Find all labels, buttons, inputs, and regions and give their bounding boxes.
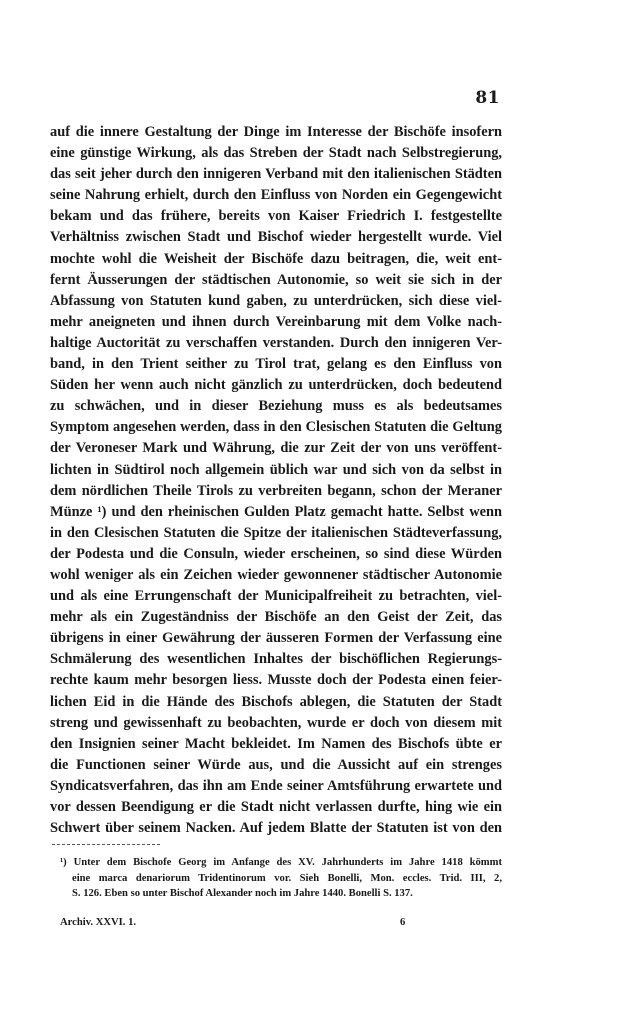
text-line: übrigens in einer Gewährung der äusseren Formen der Verfassung eine — [50, 630, 502, 647]
text-line: eine günstige Wirkung, als das Streben der Stadt nach Selbstregierung, — [50, 145, 502, 162]
footnote-line: S. 126. Eben so unter Bischof Alexander noch im Jahre 1440. Bonelli S. 137. — [72, 888, 413, 900]
text-line: in den Clesischen Statuten die Spitze der italienischen Städteverfassung, — [50, 524, 502, 541]
text-line: mehr als ein Zugeständniss der Bischöfe an den Geist der Zeit, das — [50, 609, 502, 626]
text-line: band, in den Trient seither zu Tirol trat, gelang es den Einfluss von — [50, 356, 502, 373]
text-line: der Veroneser Mark und Währung, die zur Zeit der von uns veröffent- — [50, 440, 502, 457]
text-line: den Insignien seiner Macht bekleidet. Im Namen des Bischofs übte er — [50, 735, 502, 752]
text-line: Syndicatsverfahren, das ihn am Ende seiner Amtsführung erwartete und — [50, 777, 502, 794]
footnote-line: ¹) Unter dem Bischofe Georg im Anfange des XV. Jahrhunderts im Jahre 1418 kömmt — [60, 857, 502, 868]
text-line: Süden her wenn auch nicht gänzlich zu unterdrücken, doch bedeutend — [50, 377, 502, 394]
text-line: Abfassung von Statuten kund gaben, zu unterdrücken, sich diese viel- — [50, 292, 502, 309]
text-line: Verhältniss zwischen Stadt und Bischof wieder hergestellt wurde. Viel — [50, 229, 502, 246]
text-line: Schmälerung des wesentlichen Inhaltes der bischöflichen Regierungs- — [50, 651, 502, 668]
text-line: zu schwächen, und in dieser Beziehung muss es als bedeutsames — [50, 398, 502, 415]
text-line: lichten in Südtirol noch allgemein üblich war und sich von da selbst in — [50, 461, 502, 478]
text-line: mochte wohl die Weisheit der Bischöfe dazu beitragen, die, weit ent- — [50, 250, 502, 267]
text-line: seine Nahrung erhielt, durch den Einfluss von Norden ein Gegengewicht — [50, 187, 502, 204]
text-line: der Podesta und die Consuln, wieder erscheinen, so sind diese Würden — [50, 545, 502, 562]
text-line: und als eine Errungenschaft der Municipalfreiheit zu betrachten, viel- — [50, 588, 502, 605]
text-line: auf die innere Gestaltung der Dinge im Interesse der Bischöfe insofern — [50, 124, 502, 140]
text-line: bekam und das frühere, bereits von Kaiser Friedrich I. festgestellte — [50, 208, 502, 225]
text-line: wohl weniger als ein Zeichen wieder gewonnener städtischer Autonomie — [50, 566, 502, 583]
text-line: das seit jeher durch den innigeren Verband mit den italienischen Städten — [50, 166, 502, 183]
text-line: fernt Äusserungen der städtischen Autonomie, so weit sie sich in der — [50, 271, 502, 288]
text-line: Münze ¹) und den rheinischen Gulden Platz gemacht hatte. Selbst wenn — [50, 503, 502, 520]
printer-signature — [60, 917, 502, 933]
signature-mark: Archiv. XXVI. 1. — [60, 917, 137, 928]
text-line: Symptom angesehen werden, dass in den Clesischen Statuten die Geltung — [50, 419, 502, 436]
text-line: vor dessen Beendigung er die Stadt nicht verlassen durfte, hing wie ein — [50, 799, 502, 815]
signature-sheet-number: 6 — [400, 917, 406, 928]
body-text — [50, 122, 502, 839]
text-line: dem nördlichen Theile Tirols zu verbreiten begann, schon der Meraner — [50, 482, 502, 499]
text-line: die Functionen seiner Würde aus, und die Aussicht auf ein strenges — [50, 756, 502, 773]
text-line: Schwert über seinem Nacken. Auf jedem Blatte der Statuten ist von den — [50, 820, 502, 837]
text-line: haltige Auctorität zu verschaffen verstanden. Durch den innigeren Ver- — [50, 334, 502, 351]
footnotes — [60, 855, 502, 902]
text-line: rechte kaum mehr besorgen liess. Musste doch der Podesta einen feier- — [50, 672, 502, 689]
text-line: lichen Eid in die Hände des Bischofs ablegen, die Statuten der Stadt — [50, 693, 502, 710]
text-line: streng und gewissenhaft zu beobachten, wurde er doch von diesem mit — [50, 714, 502, 731]
footnote-separator — [52, 844, 160, 845]
page-number: 81 — [475, 88, 500, 108]
footnote-line: eine marca denariorum Tridentinorum vor. Sieh Bonelli, Mon. eccles. Trid. III, 2, — [72, 872, 502, 884]
text-line: mehr aneigneten und ihnen durch Vereinbarung mit dem Volke nach- — [50, 313, 502, 330]
